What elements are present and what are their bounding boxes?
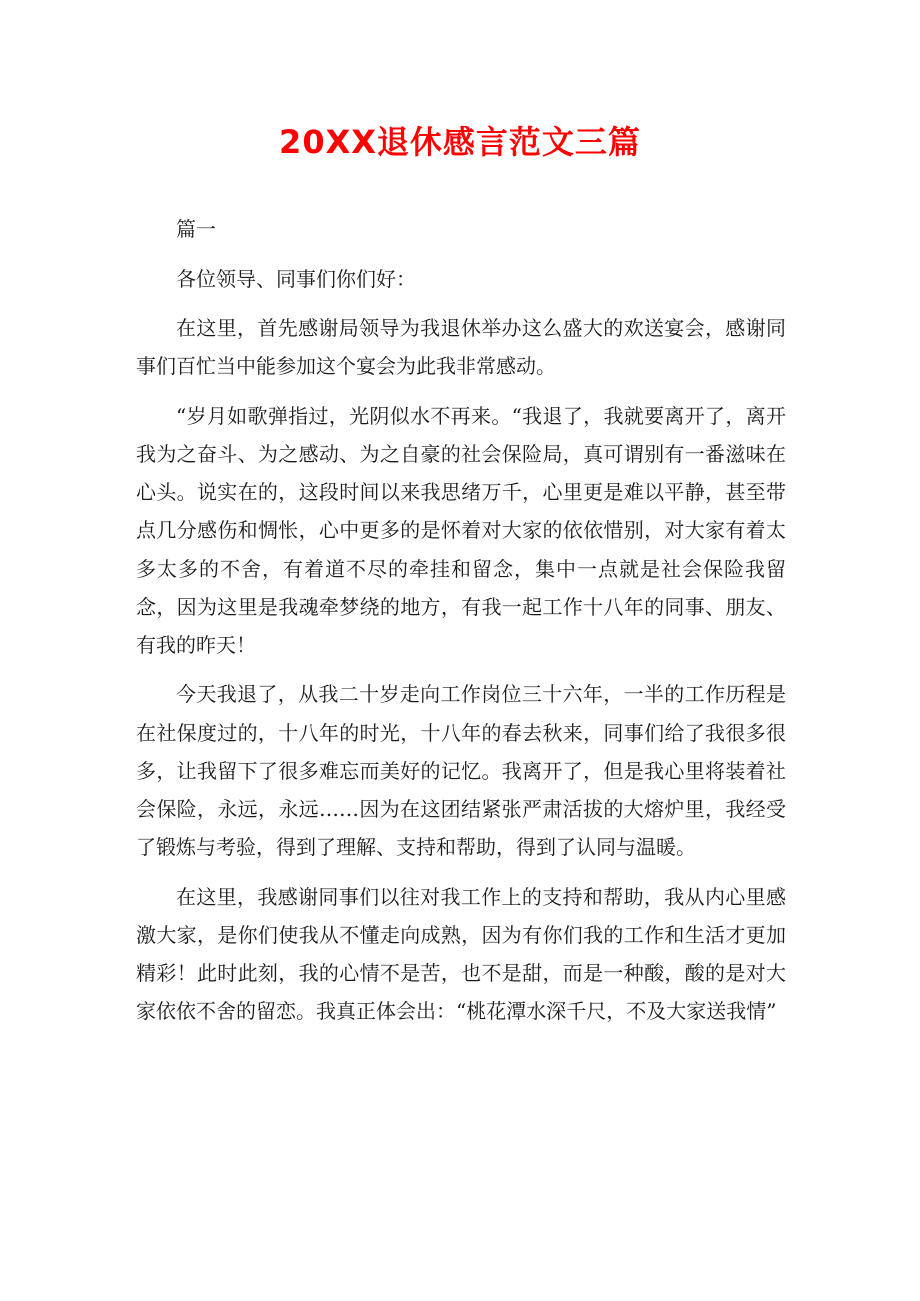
paragraph: 在这里，首先感谢局领导为我退休举办这么盛大的欢送宴会，感谢同事们百忙当中能参加这个宴会为此我非常感动。 bbox=[136, 316, 786, 379]
salutation: 各位领导、同事们你们好： bbox=[176, 266, 416, 291]
paragraph: “岁月如歌弹指过，光阴似水不再来。“我退了，我就要离开了，离开我为之奋斗、为之感动、为之自豪的社会保险局，真可谓别有一番滋味在心头。说实在的，这段时间以来我思绪万千，心里更是难以平静，甚至带点几分感伤和惆怅，心中更多的是怀着对大家的依依惜别，对大家有着太多太多的不舍，有着道不尽的牵挂和留念，集中一点就是社会保险我留念，因为这里是我魂牵梦绕的地方，有我一起工作十八年的同事、朋友、有我的昨天！ bbox=[136, 403, 786, 657]
document-body bbox=[136, 210, 786, 1031]
paragraph: 今天我退了，从我二十岁走向工作岗位三十六年，一半的工作历程是在社保度过的，十八年的时光，十八年的春去秋来，同事们给了我很多很多，让我留下了很多难忘而美好的记忆。我离开了，但是我心里将装着社会保险，永远，永远……因为在这团结紧张严肃活拔的大熔炉里，我经受了锻炼与考验，得到了理解、支持和帮助，得到了认同与温暖。 bbox=[136, 682, 786, 860]
section-heading: 篇一 bbox=[176, 217, 216, 241]
paragraph: 在这里，我感谢同事们以往对我工作上的支持和帮助，我从内心里感激大家，是你们使我从不懂走向成熟，因为有你们我的工作和生活才更加精彩！此时此刻，我的心情不是苦，也不是甜，而是一种酸，酸的是对大家依依不舍的留恋。我真正体会出：“桃花潭水深千尺，不及大家送我情” bbox=[136, 884, 786, 1024]
document-title: 20XX退休感言范文三篇 bbox=[279, 123, 641, 161]
